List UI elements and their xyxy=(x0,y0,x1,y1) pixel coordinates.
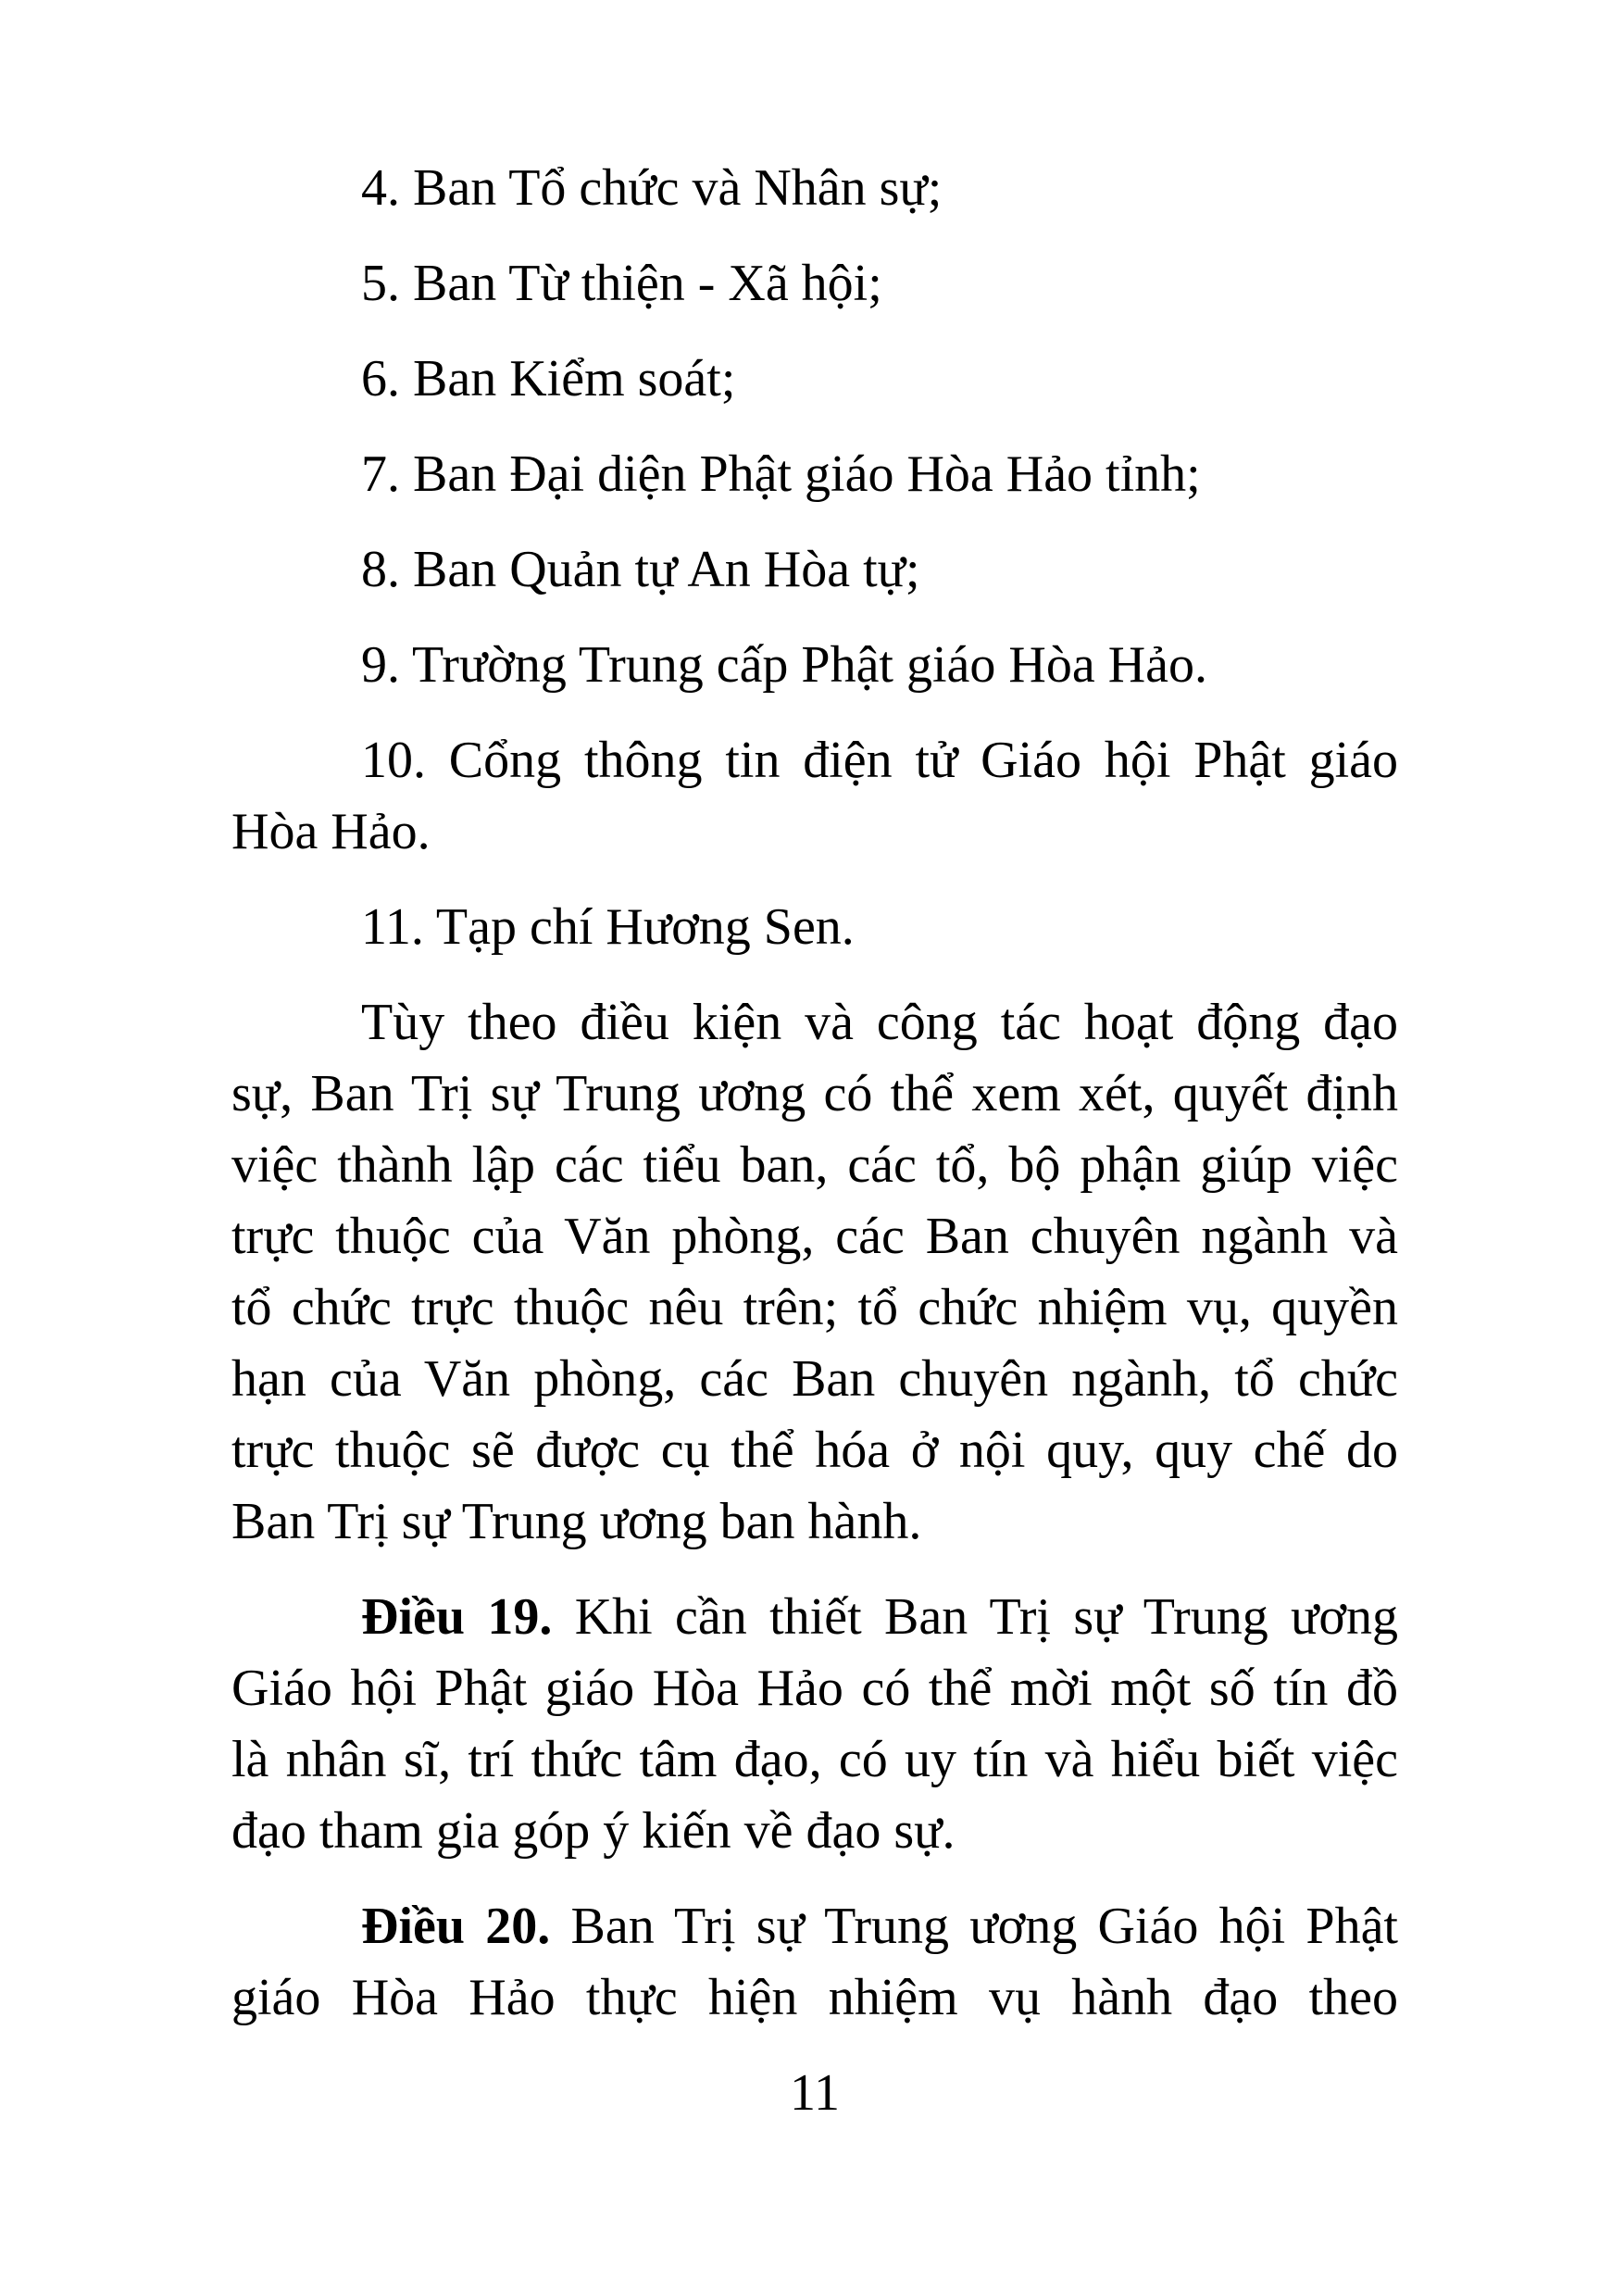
article-20-line-1-text: Ban Trị sự Trung ương Giáo hội Phật xyxy=(550,1898,1398,1955)
paragraph-tuy-theo-line-8: Ban Trị sự Trung ương ban hành. xyxy=(231,1493,922,1550)
paragraph-tuy-theo xyxy=(231,987,1398,1558)
article-19-line-3: là nhân sĩ, trí thức tâm đạo, có uy tín và hiểu biết việc xyxy=(231,1731,1398,1788)
article-19 xyxy=(231,1582,1398,1867)
page-number: 11 xyxy=(790,2064,840,2122)
article-19-line-2: Giáo hội Phật giáo Hòa Hảo có thể mời một số tín đồ xyxy=(231,1660,1398,1717)
list-item-7: 7. Ban Đại diện Phật giáo Hòa Hảo tỉnh; xyxy=(361,445,1201,503)
paragraph-tuy-theo-line-1: Tùy theo điều kiện và công tác hoạt động đạo xyxy=(361,994,1398,1051)
list-item-6: 6. Ban Kiểm soát; xyxy=(361,350,736,407)
paragraph-tuy-theo-line-3: việc thành lập các tiểu ban, các tổ, bộ phận giúp việc xyxy=(231,1136,1398,1194)
paragraph-tuy-theo-line-5: tổ chức trực thuộc nêu trên; tổ chức nhiệm vụ, quyền xyxy=(231,1279,1398,1336)
list-item-10-line-1: 10. Cổng thông tin điện tử Giáo hội Phật giáo xyxy=(361,732,1398,789)
paragraph-tuy-theo-line-7: trực thuộc sẽ được cụ thể hóa ở nội quy, quy chế do xyxy=(231,1422,1398,1479)
article-19-line-1 xyxy=(231,1582,1398,1653)
list-item-10-line-2: Hòa Hảo. xyxy=(231,803,431,860)
paragraph-tuy-theo-line-2: sự, Ban Trị sự Trung ương có thể xem xét, quyết định xyxy=(231,1065,1398,1122)
list-item-5: 5. Ban Từ thiện - Xã hội; xyxy=(361,255,882,312)
article-19-label: Điều 19. xyxy=(361,1588,553,1646)
list-item-10 xyxy=(231,725,1398,868)
list-item-9: 9. Trường Trung cấp Phật giáo Hòa Hảo. xyxy=(361,636,1207,694)
article-19-line-4: đạo tham gia góp ý kiến về đạo sự. xyxy=(231,1802,956,1860)
list-item-4: 4. Ban Tổ chức và Nhân sự; xyxy=(361,159,943,217)
paragraph-tuy-theo-line-6: hạn của Văn phòng, các Ban chuyên ngành, tổ chức xyxy=(231,1350,1398,1408)
article-20-line-2: giáo Hòa Hảo thực hiện nhiệm vụ hành đạo theo xyxy=(231,1969,1398,2026)
list-item-8: 8. Ban Quản tự An Hòa tự; xyxy=(361,541,920,598)
list-item-11: 11. Tạp chí Hương Sen. xyxy=(361,898,855,956)
article-20-line-1 xyxy=(231,1891,1398,1962)
article-20-label: Điều 20. xyxy=(361,1898,551,1955)
article-20 xyxy=(231,1891,1398,2034)
article-19-line-1-text: Khi cần thiết Ban Trị sự Trung ương xyxy=(552,1588,1399,1646)
paragraph-tuy-theo-line-4: trực thuộc của Văn phòng, các Ban chuyên ngành và xyxy=(231,1208,1398,1265)
